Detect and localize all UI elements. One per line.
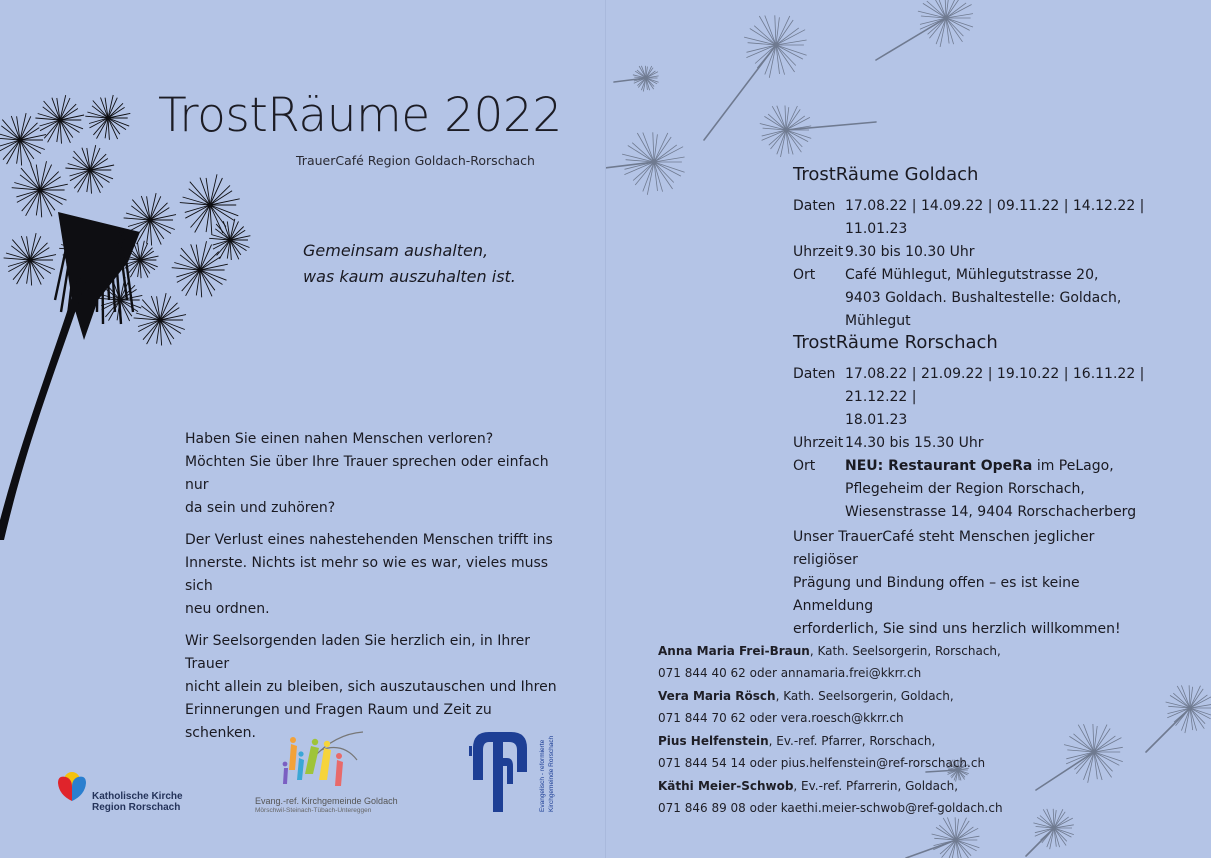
- row-value: [845, 363, 1155, 432]
- svg-text:Kirchgemeinde Rorschach: Kirchgemeinde Rorschach: [548, 735, 555, 812]
- info-row-place: [793, 455, 1155, 524]
- contact-details: 071 844 54 14 oder pius.helfenstein@ref-rorschach.ch: [658, 756, 986, 770]
- welcome-text: [793, 526, 1163, 641]
- contact-name: Vera Maria Rösch: [658, 689, 776, 703]
- right-page: [606, 0, 1211, 858]
- row-label: Daten: [793, 366, 836, 382]
- text-line: neu ordnen.: [185, 601, 270, 617]
- section-heading: TrostRäume Rorschach: [793, 332, 998, 353]
- intro-text: [185, 428, 565, 754]
- seed-head: [760, 106, 811, 158]
- row-label: Ort: [793, 267, 816, 283]
- heart-logo-icon: [56, 771, 88, 803]
- text-line: nicht allein zu bleiben, sich auszutauschen und Ihren: [185, 679, 557, 695]
- contact-entry: [658, 730, 1003, 774]
- info-row-time: [793, 432, 1155, 455]
- text-line: Erinnerungen und Fragen Raum und Zeit zu schenken.: [185, 702, 492, 741]
- section-heading: TrostRäume Goldach: [793, 164, 979, 185]
- seed-head: [932, 817, 980, 858]
- contact-name: Käthi Meier-Schwob: [658, 779, 794, 793]
- contact-details: 071 846 89 08 oder kaethi.meier-schwob@ref-goldach.ch: [658, 801, 1003, 815]
- row-label: Uhrzeit: [793, 435, 844, 451]
- seed-head: [622, 132, 685, 195]
- seed-head: [85, 95, 130, 140]
- rorschach-emblem-icon: [467, 728, 533, 814]
- contact-name: Pius Helfenstein: [658, 734, 769, 748]
- section-goldach: [793, 163, 1155, 333]
- contact-role: , Kath. Seelsorgerin, Goldach,: [775, 689, 954, 703]
- row-value: [845, 264, 1155, 333]
- text-line: Café Mühlegut, Mühlegutstrasse 20,: [845, 267, 1099, 283]
- intro-paragraph: [185, 428, 565, 520]
- text-line: Prägung und Bindung offen – es ist keine Anmeldung: [793, 575, 1080, 614]
- contact-details: 071 844 40 62 oder annamaria.frei@kkrr.ch: [658, 666, 922, 680]
- page-subtitle: TrauerCafé Region Goldach-Rorschach: [296, 153, 535, 168]
- row-label: Uhrzeit: [793, 244, 844, 260]
- row-label: Ort: [793, 458, 816, 474]
- text-line: da sein und zuhören?: [185, 500, 336, 516]
- evang-goldach-logo: [255, 730, 398, 814]
- evang-rorschach-logo: [467, 728, 555, 818]
- seed-head: [209, 219, 250, 260]
- logo-text: Region Rorschach: [92, 802, 181, 813]
- row-value: [845, 455, 1155, 524]
- seed-head: [134, 293, 186, 345]
- seed-head: [12, 161, 68, 217]
- intro-paragraph: [185, 529, 565, 621]
- text-line: Innerste. Nichts ist mehr so wie es war, vieles muss sich: [185, 555, 549, 594]
- text-line: Mühlegut: [845, 313, 911, 329]
- contact-role: , Kath. Seelsorgerin, Rorschach,: [809, 644, 1001, 658]
- info-row-dates: [793, 195, 1155, 241]
- motto-line: Gemeinsam aushalten,: [303, 241, 489, 260]
- text-line: Wir Seelsorgenden laden Sie herzlich ein, in Ihrer Trauer: [185, 633, 531, 672]
- contact-list: [658, 640, 1003, 820]
- seed-head: [65, 145, 114, 194]
- seed-head: [172, 241, 228, 297]
- contact-entry: [658, 640, 1003, 684]
- katholische-kirche-logo: [56, 771, 183, 813]
- contact-entry: [658, 685, 1003, 729]
- logo-text: Katholische Kirche: [92, 791, 183, 802]
- contact-role: , Ev.-ref. Pfarrer, Rorschach,: [768, 734, 936, 748]
- new-badge-text: NEU: Restaurant OpeRa: [845, 458, 1033, 474]
- info-row-place: [793, 264, 1155, 333]
- info-row-time: [793, 241, 1155, 264]
- text-line: Pflegeheim der Region Rorschach,: [845, 481, 1085, 497]
- row-value: 17.08.22 | 14.09.22 | 09.11.22 | 14.12.22 | 11.01.23: [845, 198, 1145, 237]
- contact-details: 071 844 70 62 oder vera.roesch@kkrr.ch: [658, 711, 904, 725]
- text-line: Der Verlust eines nahestehenden Menschen trifft ins: [185, 532, 553, 548]
- row-label: Daten: [793, 198, 836, 214]
- text-line: Haben Sie einen nahen Menschen verloren?: [185, 431, 494, 447]
- row-value: 9.30 bis 10.30 Uhr: [845, 244, 975, 260]
- text-line: Möchten Sie über Ihre Trauer sprechen oder einfach nur: [185, 454, 549, 493]
- seed-head: [35, 95, 84, 144]
- seed-head: [4, 233, 56, 285]
- contact-role: , Ev.-ref. Pfarrerin, Goldach,: [793, 779, 959, 793]
- text-line: 9403 Goldach. Bushaltestelle: Goldach,: [845, 290, 1122, 306]
- seed-head: [1064, 724, 1123, 783]
- svg-text:Evangelisch - reformierte: Evangelisch - reformierte: [539, 739, 546, 812]
- text-line: Wiesenstrasse 14, 9404 Rorschacherberg: [845, 504, 1137, 520]
- text-line: erforderlich, Sie sind uns herzlich willkommen!: [793, 621, 1121, 637]
- motto: [303, 238, 516, 290]
- logo-vertical-text: [535, 728, 559, 812]
- text-line: im PeLago,: [1032, 458, 1114, 474]
- logo-text: Evang.-ref. Kirchgemeinde Goldach: [255, 796, 398, 806]
- info-row-dates: [793, 363, 1155, 432]
- contact-entry: [658, 775, 1003, 819]
- left-page: [0, 0, 605, 858]
- contact-name: Anna Maria Frei-Braun: [658, 644, 810, 658]
- seed-head: [180, 174, 240, 234]
- seed-head: [0, 113, 46, 165]
- page-title: TrostRäume 2022: [158, 88, 562, 143]
- logo-text: Mörschwil-Steinach-Tübach-Untereggen: [255, 807, 372, 814]
- motto-line: was kaum auszuhalten ist.: [303, 267, 516, 286]
- row-value: 14.30 bis 15.30 Uhr: [845, 435, 984, 451]
- section-rorschach: [793, 331, 1155, 524]
- text-line: 17.08.22 | 21.09.22 | 19.10.22 | 16.11.22 | 21.12.22 |: [845, 366, 1145, 405]
- figures-logo-icon: [255, 730, 375, 794]
- seed-head: [918, 0, 973, 47]
- text-line: 18.01.23: [845, 412, 908, 428]
- text-line: Unser TrauerCafé steht Menschen jeglicher religiöser: [793, 529, 1095, 568]
